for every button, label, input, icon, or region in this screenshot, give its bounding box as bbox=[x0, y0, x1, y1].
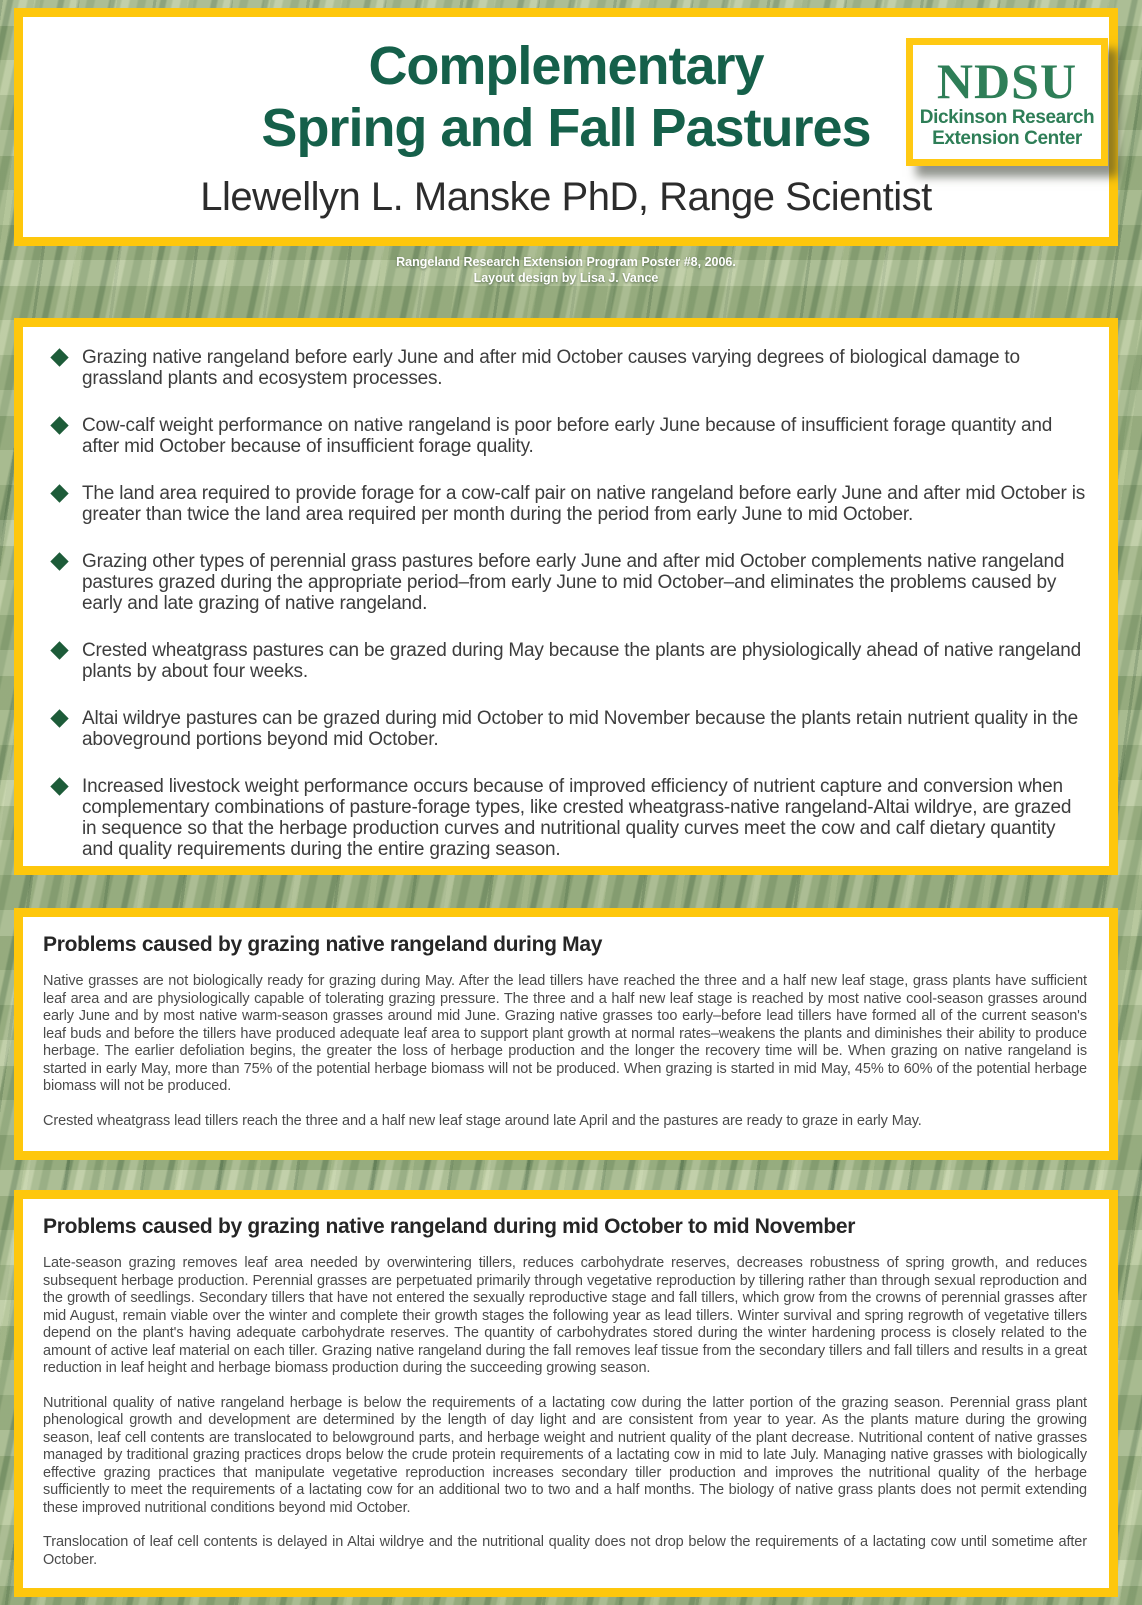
may-section-heading: Problems caused by grazing native rangeland during May bbox=[43, 933, 603, 956]
may-paragraph: Native grasses are not biologically ready for grazing during May. After the lead tillers have reached the three and a half new leaf stage, grass plants have sufficient leaf area and are physiologically capable of tolerating grazing pressure. The three and a half new leaf stage is reached by most native cool-season grasses around early June and by most native warm-season grasses around mid June. Grazing native grasses too early–before lead tillers have formed all of the current season's leaf buds and before the tillers have produced adequate leaf area to support plant growth at normal rates–weakens the plants and diminishes their ability to produce herbage. The earlier defoliation begins, the greater the loss of herbage production and the longer the recovery time will be. When grazing on native rangeland is started in early May, more than 75% of the potential herbage biomass will not be produced. When grazing is started in mid May, 45% to 60% of the potential herbage biomass will not be produced. bbox=[43, 973, 1087, 1094]
key-point-text: Increased livestock weight performance occurs because of improved efficiency of nutrient capture and conversion when complementary combinations of pasture-forage types, like crested wheatgrass-native rangeland-Altai wildrye, are grazed in sequence so that the herbage production curves and nutritional quality curves meet the cow and calf dietary quantity and quality requirements during the entire grazing season. bbox=[82, 776, 1072, 860]
may-paragraph: Crested wheatgrass lead tillers reach the three and a half new leaf stage around late April and the pastures are ready to graze in early May. bbox=[43, 1112, 922, 1129]
credits-line-1: Rangeland Research Extension Program Poster #8, 2006. bbox=[396, 255, 736, 269]
title-line-2: Spring and Fall Pastures bbox=[261, 98, 871, 158]
key-points-panel bbox=[14, 318, 1118, 875]
diamond-bullet-icon bbox=[50, 777, 68, 795]
diamond-bullet-icon bbox=[50, 641, 68, 659]
key-point-item bbox=[39, 483, 1087, 525]
key-point-text: The land area required to provide forage for a cow-calf pair on native rangeland before early June and after mid October is greater than twice the land area required per month during the period from early June to mid October. bbox=[82, 483, 1086, 525]
diamond-bullet-icon bbox=[50, 416, 68, 434]
author-name: Llewellyn L. Manske PhD, Range Scientist bbox=[200, 175, 932, 219]
diamond-bullet-icon bbox=[50, 552, 68, 570]
key-point-item bbox=[39, 347, 1087, 389]
key-points-list bbox=[23, 327, 1109, 860]
ndsu-logo bbox=[906, 38, 1108, 166]
credits-line-2: Layout design by Lisa J. Vance bbox=[473, 270, 659, 285]
fall-paragraph: Nutritional quality of native rangeland herbage is below the requirements of a lactating cow during the latter portion of the grazing season. Perennial grass plant phenological growth and development are determined by the length of day light and are consistent from year to year. As the plants mature during the growing season, leaf cell contents are translocated to belowground parts, and herbage weight and nutrient quality of the plant decrease. Nutritional content of native grasses managed by traditional grazing practices drops below the crude protein requirements of a lactating cow in mid to late July. Managing native grasses with biologically effective grazing practices that manipulate vegetative reproduction increases secondary tiller production and improves the nutritional quality of the herbage sufficiently to meet the requirements of a lactating cow for an additional two to two and a half months. The biology of native grass plants does not permit extending these improved nutritional conditions beyond mid October. bbox=[43, 1394, 1087, 1516]
key-point-text: Grazing other types of perennial grass pastures before early June and after mid October complements native rangeland pastures grazed during the appropriate period–from early June to mid October–and eliminates the problems caused by early and late grazing of native rangeland. bbox=[82, 551, 1065, 614]
key-point-text: Grazing native rangeland before early June and after mid October causes varying degrees of biological damage to grassland plants and ecosystem processes. bbox=[82, 347, 1020, 389]
ndsu-acronym: NDSU bbox=[936, 53, 1078, 109]
fall-section-heading: Problems caused by grazing native rangeland during mid October to mid November bbox=[43, 1215, 856, 1238]
fall-paragraph: Late-season grazing removes leaf area needed by overwintering tillers, reduces carbohydrate reserves, decreases robustness of spring growth, and reduces subsequent herbage production. Perennial grasses are perpetuated primarily through vegetative reproduction by tillering rather than through sexual reproduction and the growth of seedlings. Secondary tillers that have not entered the sexually reproductive stage and fall tillers, which grow from the crowns of perennial grasses after mid August, remain viable over the winter and complete their growth stages the following year as lead tillers. Winter survival and spring regrowth of vegetative tillers depend on the plant's having adequate carbohydrate reserves. The quantity of carbohydrates stored during the winter hardening process is closely related to the amount of active leaf material on each tiller. Grazing native rangeland during the fall removes leaf tissue from the secondary tillers and fall tillers and results in a great reduction in leaf height and herbage biomass production during the succeeding growing season. bbox=[43, 1255, 1087, 1376]
key-point-item bbox=[39, 415, 1087, 457]
key-point-text: Altai wildrye pastures can be grazed during mid October to mid November because the plants retain nutrient quality in the aboveground portions beyond mid October. bbox=[82, 708, 1079, 750]
diamond-bullet-icon bbox=[50, 709, 68, 727]
key-point-text: Cow-calf weight performance on native rangeland is poor before early June because of insufficient forage quantity and after mid October because of insufficient forage quality. bbox=[82, 415, 1053, 457]
key-point-item bbox=[39, 640, 1087, 682]
ndsu-org-line-2: Extension Center bbox=[932, 128, 1082, 149]
key-point-text: Crested wheatgrass pastures can be grazed during May because the plants are physiologically ahead of native rangeland plants by about four weeks. bbox=[82, 640, 1082, 682]
poster-credits bbox=[14, 255, 1118, 286]
key-point-item bbox=[39, 776, 1087, 860]
diamond-bullet-icon bbox=[50, 484, 68, 502]
title-line-1: Complementary bbox=[368, 36, 764, 96]
may-section-body bbox=[43, 973, 1087, 1130]
fall-paragraph: Translocation of leaf cell contents is delayed in Altai wildrye and the nutritional quality does not drop below the requirements of a lactating cow until sometime after October. bbox=[43, 1534, 1087, 1568]
key-point-item bbox=[39, 708, 1087, 750]
ndsu-org-line-1: Dickinson Research bbox=[919, 107, 1095, 128]
diamond-bullet-icon bbox=[50, 348, 68, 366]
fall-section-body bbox=[43, 1255, 1087, 1569]
key-point-item bbox=[39, 551, 1087, 614]
may-section-panel bbox=[14, 908, 1118, 1160]
fall-section-panel bbox=[14, 1190, 1118, 1597]
